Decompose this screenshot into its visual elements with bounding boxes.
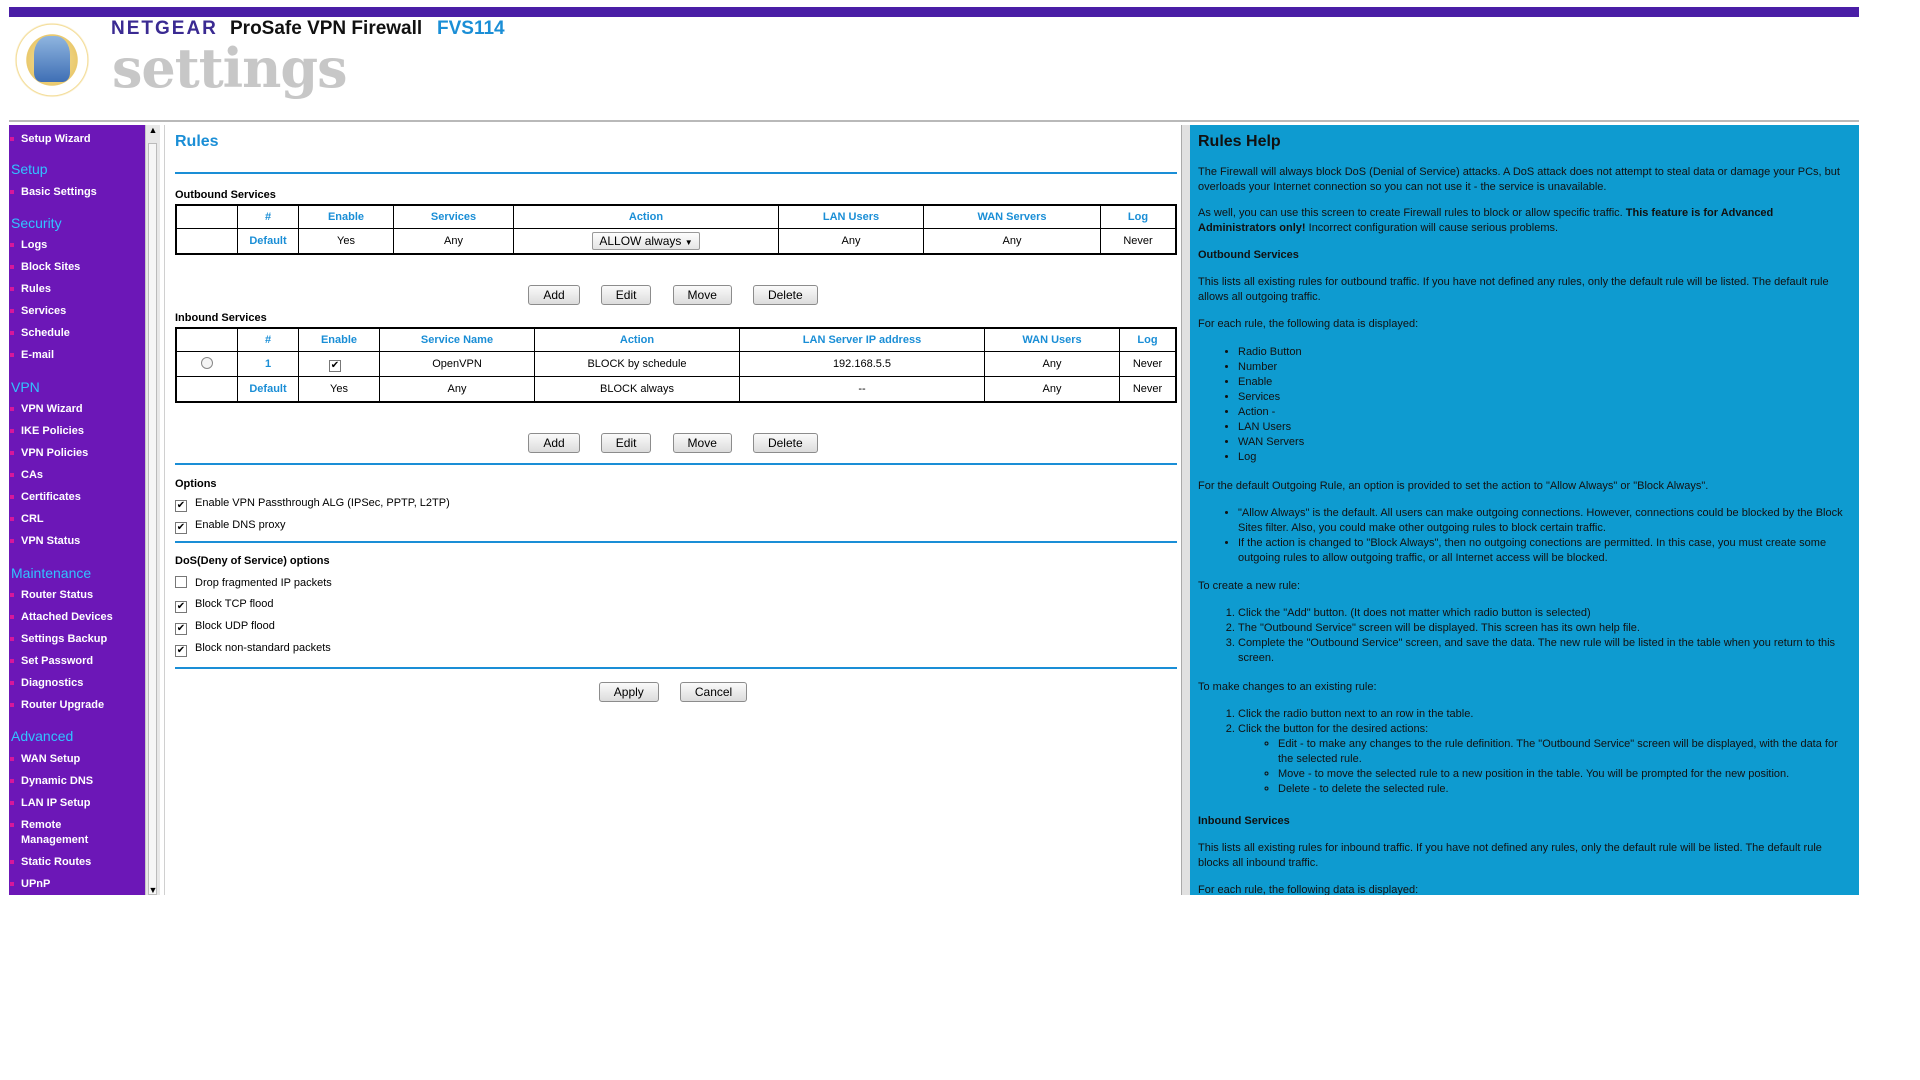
list-item: • Radio Button: [1238, 345, 1848, 360]
product-name: ProSafe VPN Firewall: [230, 18, 423, 39]
dns-proxy-label: Enable DNS proxy: [195, 519, 286, 531]
divider: [175, 463, 1177, 465]
page-title: Rules: [175, 133, 219, 150]
dns-proxy-checkbox[interactable]: ✔: [176, 522, 186, 533]
table-cell: Any: [394, 229, 514, 255]
sidebar-item-label: Remote: [21, 819, 62, 831]
sidebar-group-security: Security: [11, 215, 62, 231]
col-service-name: Service Name: [380, 328, 535, 352]
block-udp-label: Block UDP flood: [195, 620, 275, 632]
inbound-button-row: [165, 433, 1181, 453]
sidebar-item-email[interactable]: E-mail: [21, 349, 55, 361]
divider: [175, 667, 1177, 669]
outbound-table: [175, 204, 1177, 255]
col-number: #: [238, 328, 299, 352]
help-panel: [1190, 125, 1859, 895]
table-cell: --: [740, 377, 985, 403]
sidebar-item-ike-policies[interactable]: IKE Policies: [21, 425, 84, 437]
outbound-add-button[interactable]: Add: [528, 285, 579, 305]
sidebar-nav: [9, 125, 145, 895]
sidebar-item-router-status[interactable]: Router Status: [21, 589, 94, 601]
help-subheading: Inbound Services: [1198, 815, 1290, 827]
list-item-text: Click the button for the desired actions:: [1238, 723, 1429, 735]
table-cell: Never: [1101, 229, 1177, 255]
vpn-passthrough-label: Enable VPN Passthrough ALG (IPSec, PPTP, L2TP): [195, 497, 450, 509]
inbound-move-button[interactable]: Move: [673, 433, 732, 453]
help-list: [1198, 606, 1848, 666]
col-wan-servers: WAN Servers: [924, 205, 1101, 229]
table-cell: Never: [1120, 377, 1177, 403]
scroll-up-icon[interactable]: ▲: [148, 125, 158, 135]
sidebar-item-services[interactable]: Services: [21, 305, 67, 317]
cancel-button[interactable]: Cancel: [680, 682, 747, 702]
table-cell: Any: [779, 229, 924, 255]
sidebar-group-maintenance: Maintenance: [11, 565, 92, 581]
block-udp-checkbox[interactable]: ✔: [176, 623, 186, 634]
outbound-move-button[interactable]: Move: [673, 285, 732, 305]
header-divider: [9, 120, 1859, 122]
sidebar-item-vpn-policies[interactable]: VPN Policies: [21, 447, 89, 459]
dns-proxy-option: [175, 519, 286, 534]
col-number: #: [238, 205, 299, 229]
table-cell: [176, 352, 238, 377]
default-action-select[interactable]: [592, 232, 699, 250]
table-row: [176, 352, 1176, 377]
list-item: [1238, 722, 1848, 797]
sidebar-item-router-upgrade[interactable]: Router Upgrade: [21, 699, 105, 711]
table-cell: OpenVPN: [380, 352, 535, 377]
table-cell: [176, 377, 238, 403]
sidebar-item-remote-management[interactable]: [21, 818, 88, 848]
list-item: • WAN Servers: [1238, 435, 1848, 450]
col-radio: [176, 205, 238, 229]
list-item: • "Allow Always" is the default. All users can make outgoing connections. However, connections could be blocked by the Block Sites filter. Also, you could make other outgoing rules to block certain traffic.: [1238, 506, 1848, 536]
sidebar-item-certificates[interactable]: Certificates: [21, 491, 81, 503]
drop-fragmented-label: Drop fragmented IP packets: [195, 577, 332, 589]
apply-button-row: [165, 682, 1181, 702]
model-name: FVS114: [437, 18, 505, 39]
list-item: 1. Click the radio button next to an row in the table.: [1238, 707, 1848, 722]
sidebar-group-setup: Setup: [11, 161, 48, 177]
sidebar-item-vpn-status[interactable]: VPN Status: [21, 535, 81, 547]
col-wan-users: WAN Users: [985, 328, 1120, 352]
table-header-row: [176, 205, 1176, 229]
dos-title: DoS(Deny of Service) options: [175, 555, 330, 567]
table-cell: 1: [238, 352, 299, 377]
sidebar-item-set-password[interactable]: Set Password: [21, 655, 94, 667]
sidebar-item-upnp[interactable]: UPnP: [21, 878, 51, 890]
inbound-table: [175, 327, 1177, 403]
col-lan-users: LAN Users: [779, 205, 924, 229]
rule-enable-checkbox[interactable]: ✔: [330, 359, 340, 371]
table-cell: BLOCK always: [535, 377, 740, 403]
vpn-passthrough-option: [175, 497, 450, 512]
table-cell: [514, 229, 779, 255]
vpn-passthrough-checkbox[interactable]: ✔: [176, 500, 186, 511]
sidebar-item-dynamic-dns[interactable]: Dynamic DNS: [21, 775, 94, 787]
help-paragraph: For each rule, the following data is displayed:: [1198, 318, 1419, 330]
list-item: • Enable: [1238, 375, 1848, 390]
block-nonstd-checkbox[interactable]: ✔: [176, 645, 186, 656]
chevron-down-icon: ▼: [684, 238, 693, 247]
sidebar-item-rules[interactable]: Rules: [21, 283, 51, 295]
table-cell: Default: [238, 377, 299, 403]
col-lan-server-ip: LAN Server IP address: [740, 328, 985, 352]
col-services: Services: [394, 205, 514, 229]
block-nonstd-option: [175, 642, 331, 657]
outbound-button-row: [165, 285, 1181, 305]
col-radio: [176, 328, 238, 352]
sidebar-item-schedule[interactable]: Schedule: [21, 327, 70, 339]
col-enable: Enable: [299, 328, 380, 352]
help-list: [1198, 345, 1848, 465]
drop-fragmented-option: [175, 576, 332, 589]
list-item: ◦ Edit - to make any changes to the rule definition. The "Outbound Service" screen will be displayed, with the data for the selected rule.: [1278, 737, 1848, 767]
sidebar-item-attached-devices[interactable]: Attached Devices: [21, 611, 113, 623]
table-cell: Any: [985, 352, 1120, 377]
block-tcp-checkbox[interactable]: ✔: [176, 601, 186, 612]
main-panel: [164, 125, 1181, 895]
sidebar-item-static-routes[interactable]: Static Routes: [21, 856, 92, 868]
inbound-delete-button[interactable]: Delete: [753, 433, 818, 453]
table-cell: [299, 352, 380, 377]
rule-radio[interactable]: [201, 357, 213, 369]
sidebar-item-basic-settings[interactable]: Basic Settings: [21, 186, 97, 198]
table-row: [176, 377, 1176, 403]
sidebar-item-setup-wizard[interactable]: Setup Wizard: [21, 133, 91, 145]
outbound-title: Outbound Services: [175, 189, 276, 201]
sidebar-item-diagnostics[interactable]: Diagnostics: [21, 677, 84, 689]
help-text: Incorrect configuration will cause serious problems.: [1305, 222, 1559, 234]
block-tcp-option: [175, 598, 273, 613]
sidebar-item-crl[interactable]: CRL: [21, 513, 44, 525]
help-paragraph: To create a new rule:: [1198, 580, 1301, 592]
list-item: • Number: [1238, 360, 1848, 375]
sidebar-item-vpn-wizard[interactable]: VPN Wizard: [21, 403, 83, 415]
sidebar-item-cas[interactable]: CAs: [21, 469, 44, 481]
col-log: Log: [1101, 205, 1177, 229]
col-action: Action: [535, 328, 740, 352]
outbound-delete-button[interactable]: Delete: [753, 285, 818, 305]
table-cell: Any: [985, 377, 1120, 403]
sidebar-group-vpn: VPN: [11, 379, 40, 395]
sidebar-item-label: Management: [21, 834, 89, 846]
scrollbar-thumb[interactable]: [148, 143, 157, 895]
help-paragraph: For each rule, the following data is displayed:: [1198, 884, 1419, 895]
table-cell: 192.168.5.5: [740, 352, 985, 377]
sidebar-group-advanced: Advanced: [11, 728, 74, 744]
settings-banner: settings: [112, 36, 347, 100]
col-enable: Enable: [299, 205, 394, 229]
help-paragraph: This lists all existing rules for inbound traffic. If you have not defined any rules, only the default rule will be listed. The default rule blocks all inbound traffic.: [1198, 842, 1822, 869]
block-nonstd-label: Block non-standard packets: [195, 642, 331, 654]
inbound-add-button[interactable]: Add: [528, 433, 579, 453]
sidebar-scrollbar[interactable]: [145, 125, 160, 895]
table-header-row: [176, 328, 1176, 352]
help-warning: This feature is for Advanced Administrators only!: [1198, 207, 1774, 234]
table-cell: BLOCK by schedule: [535, 352, 740, 377]
brand-name: NETGEAR: [111, 18, 218, 39]
help-list: [1198, 506, 1848, 566]
list-item: • If the action is changed to "Block Always", then no outgoing conections are permitted. In this case, you must create some outgoing rules to allow outgoing traffic, or all Internet access will be blocked.: [1238, 536, 1848, 566]
top-color-bar: [9, 7, 1859, 17]
table-cell: Yes: [299, 229, 394, 255]
table-cell: Any: [924, 229, 1101, 255]
sidebar-item-wan-setup[interactable]: WAN Setup: [21, 753, 81, 765]
options-title: Options: [175, 478, 217, 490]
divider: [175, 172, 1177, 174]
sidebar-item-logs[interactable]: Logs: [21, 239, 48, 251]
table-row: [176, 229, 1176, 255]
netgear-logo: [12, 20, 92, 100]
scroll-down-icon[interactable]: ▼: [148, 885, 158, 895]
table-cell: Never: [1120, 352, 1177, 377]
sidebar-item-lan-ip-setup[interactable]: LAN IP Setup: [21, 797, 91, 809]
help-paragraph: This lists all existing rules for outbound traffic. If you have not defined any rules, only the default rule will be listed. The default rule allows all outgoing traffic.: [1198, 276, 1829, 303]
sidebar-item-block-sites[interactable]: Block Sites: [21, 261, 81, 273]
list-item: ◦ Delete - to delete the selected rule.: [1278, 782, 1848, 797]
table-cell: Default: [238, 229, 299, 255]
col-action: Action: [514, 205, 779, 229]
list-item: • Log: [1238, 450, 1848, 465]
list-item: 1. Click the "Add" button. (It does not matter which radio button is selected): [1238, 606, 1848, 621]
table-cell: Any: [380, 377, 535, 403]
block-udp-option: [175, 620, 275, 635]
list-item: • Services: [1238, 390, 1848, 405]
list-item: ◦ Move - to move the selected rule to a new position in the table. You will be prompted for the new position.: [1278, 767, 1848, 782]
help-subheading: Outbound Services: [1198, 249, 1299, 261]
list-item: 2. The "Outbound Service" screen will be displayed. This screen has its own help file.: [1238, 621, 1848, 636]
drop-fragmented-checkbox[interactable]: [175, 576, 187, 588]
table-cell: [176, 229, 238, 255]
help-paragraph: For the default Outgoing Rule, an option is provided to set the action to "Allow Always" or "Block Always".: [1198, 480, 1709, 492]
help-paragraph: [1198, 206, 1848, 236]
list-item: • LAN Users: [1238, 420, 1848, 435]
block-tcp-label: Block TCP flood: [195, 598, 274, 610]
col-log: Log: [1120, 328, 1177, 352]
help-paragraph: The Firewall will always block DoS (Denial of Service) attacks. A DoS attack does not attempt to steal data or damage your PCs, but overloads your Internet connection so you can not use it - the service is unavailable.: [1198, 166, 1840, 193]
divider: [175, 541, 1177, 543]
help-paragraph: To make changes to an existing rule:: [1198, 681, 1377, 693]
logo-figure-icon: [34, 36, 70, 82]
inbound-title: Inbound Services: [175, 312, 267, 324]
help-text: As well, you can use this screen to create Firewall rules to block or allow specific traffic.: [1198, 207, 1626, 219]
list-item: • Action -: [1238, 405, 1848, 420]
sidebar-item-settings-backup[interactable]: Settings Backup: [21, 633, 108, 645]
help-list: [1198, 707, 1848, 797]
outbound-edit-button[interactable]: Edit: [601, 285, 652, 305]
list-item: 3. Complete the "Outbound Service" screen, and save the data. The new rule will be listed in the table when you return to this screen.: [1238, 636, 1848, 666]
select-value: ALLOW always: [599, 234, 682, 248]
table-cell: Yes: [299, 377, 380, 403]
inbound-edit-button[interactable]: Edit: [601, 433, 652, 453]
apply-button[interactable]: Apply: [599, 682, 659, 702]
help-title: Rules Help: [1198, 133, 1281, 150]
